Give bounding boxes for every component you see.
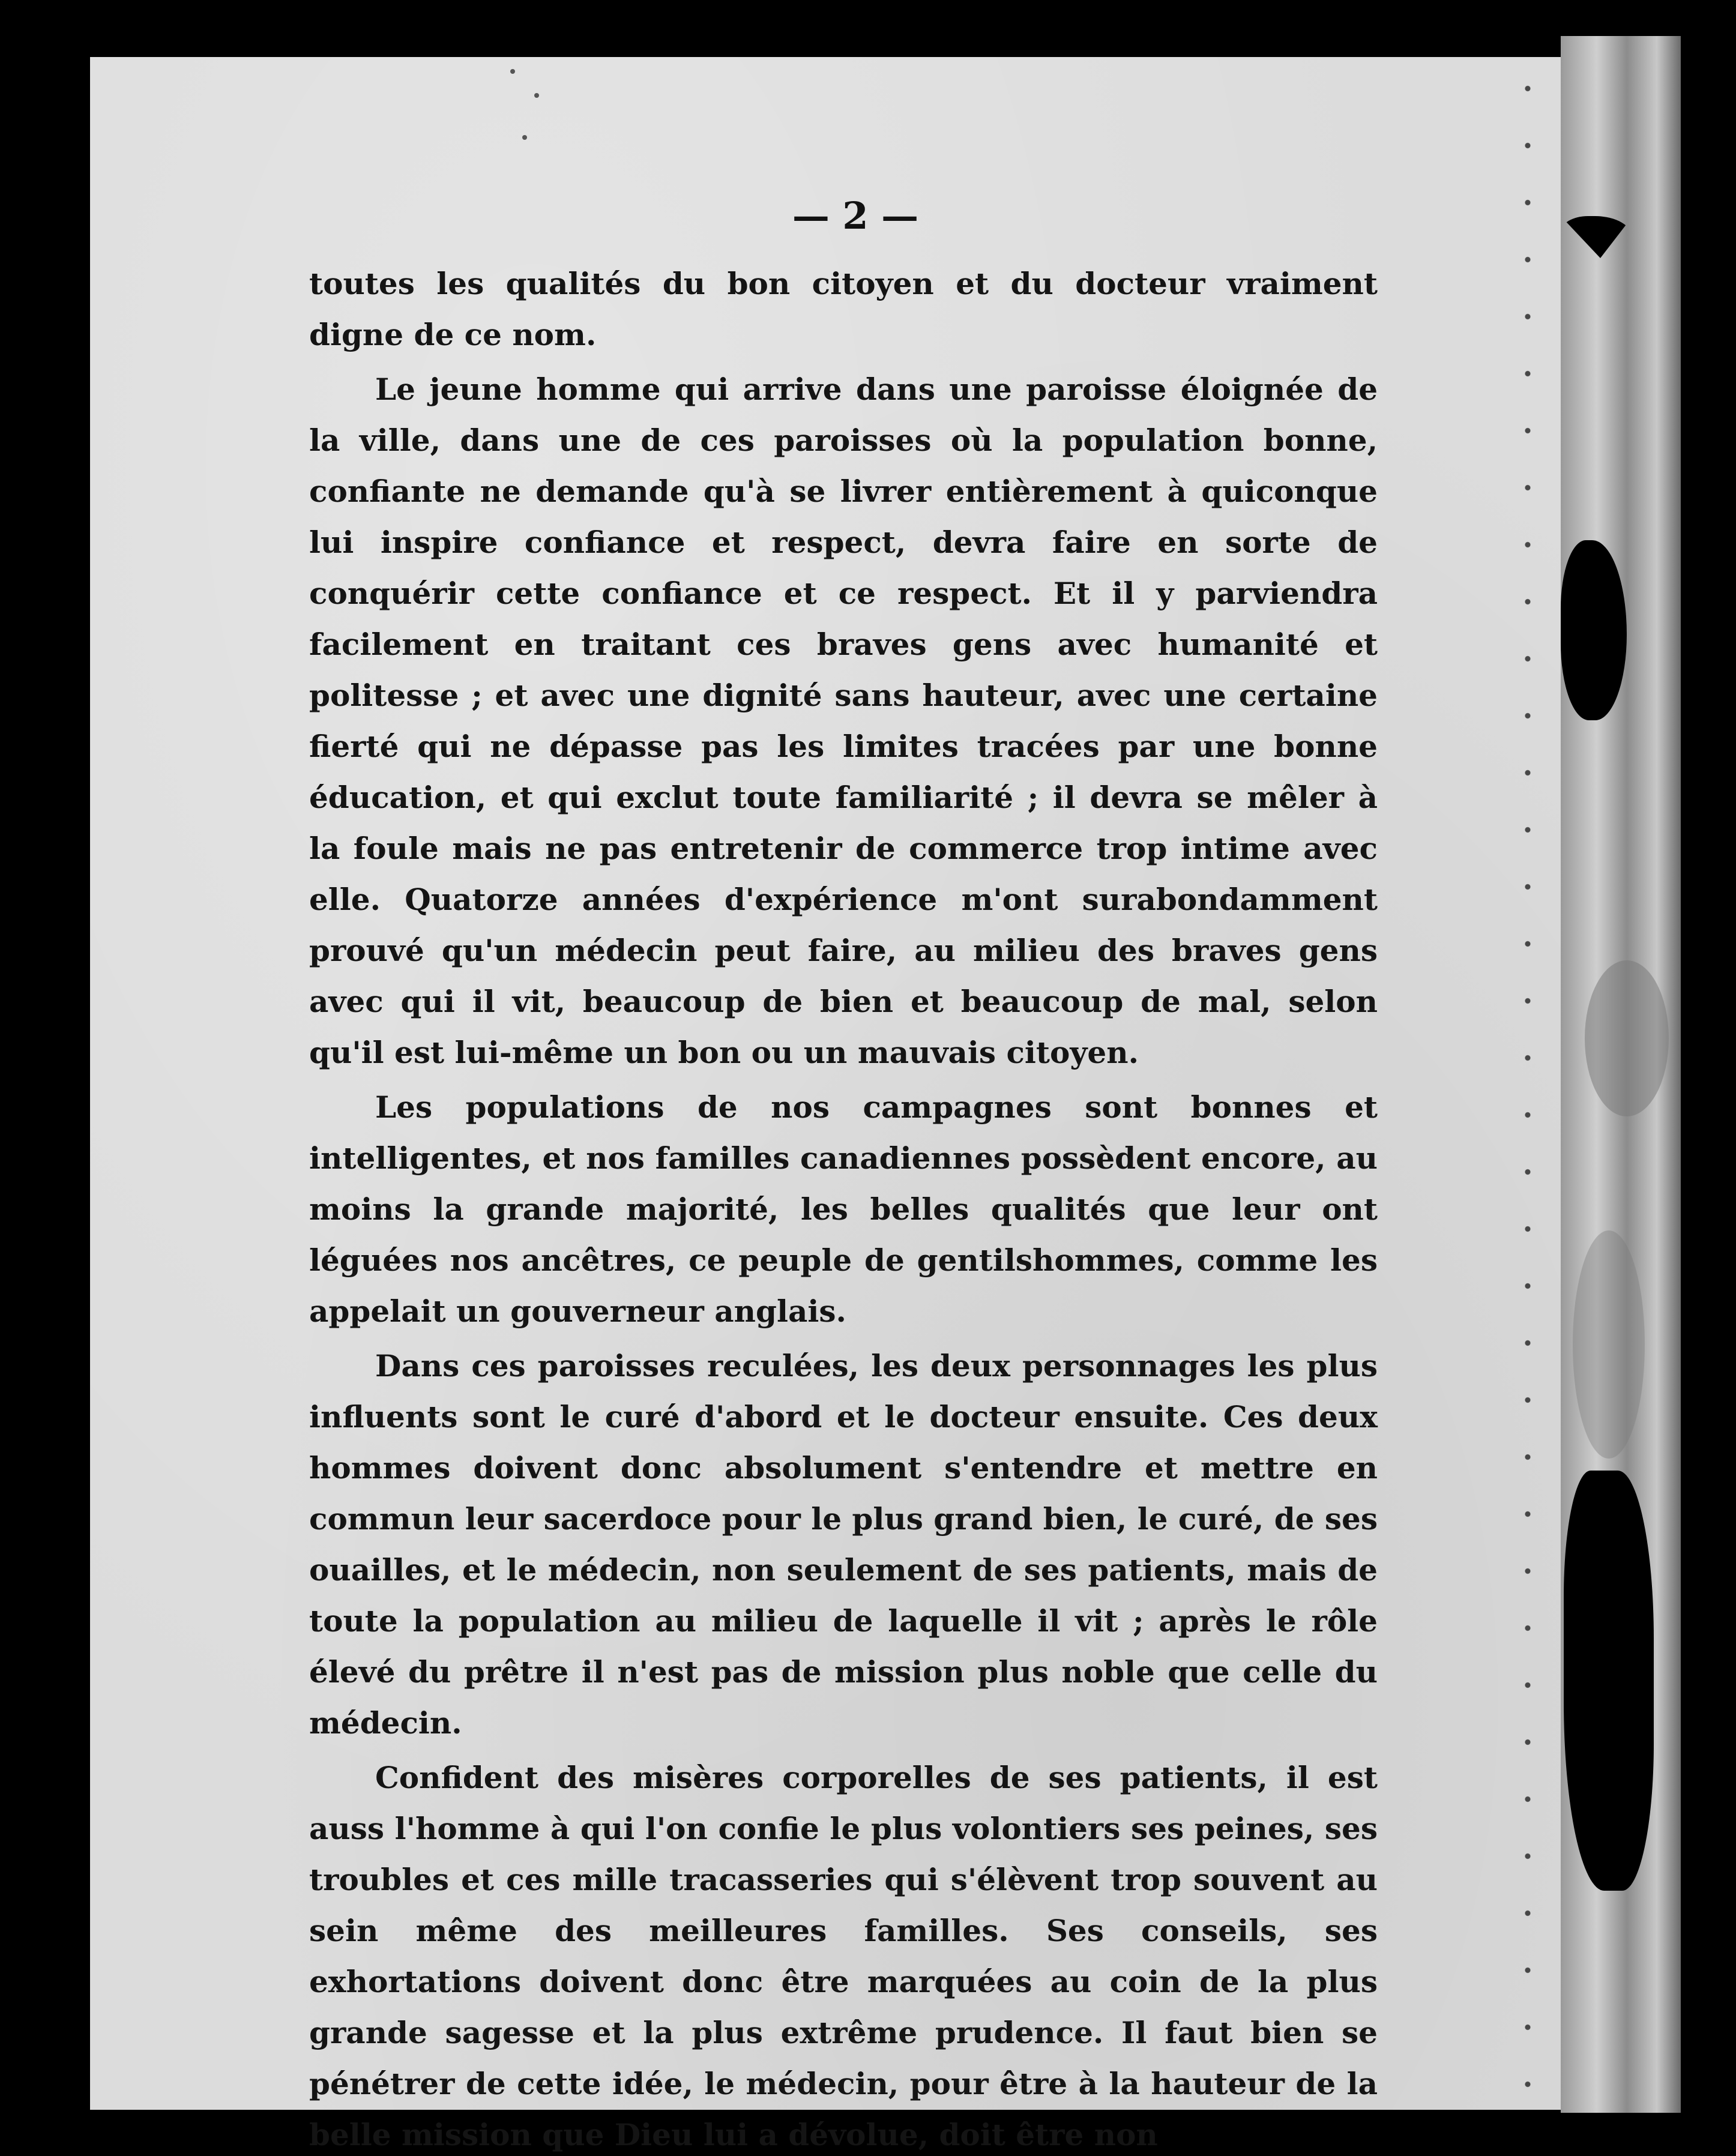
bleed-through-smudge [1573, 1230, 1645, 1459]
body-text [309, 258, 1378, 2156]
binding-holes [1519, 60, 1537, 2101]
page-number: — 2 — [792, 194, 919, 238]
paragraph: toutes les qualités du bon citoyen et du docteur vraiment digne de ce nom. [309, 266, 1378, 352]
ink-blot [1564, 1471, 1654, 1891]
paper-speck [534, 93, 539, 98]
paper-speck [522, 135, 527, 140]
paragraph: Dans ces paroisses reculées, les deux personnages les plus influents sont le curé d'abord et le docteur ensuite. Ces deux hommes doivent donc absolument s'entendre et mettre en commun leur sacerdoce pour le plus grand bien, le curé, de ses ouailles, et le médecin, non seulement de ses patients, mais de toute la population au milieu de laquelle il vit ; après le rôle élevé du prêtre il n'est pas de mission plus noble que celle du médecin. [309, 1348, 1378, 1741]
paragraph: Les populations de nos campagnes sont bonnes et intelligentes, et nos familles canadiennes possèdent encore, au moins la grande majorité, les belles qualités que leur ont léguées nos ancêtres, ce peuple de gentilshommes, comme les appelait un gouverneur anglais. [309, 1089, 1378, 1329]
paper-speck [510, 69, 515, 74]
paragraph: Le jeune homme qui arrive dans une paroisse éloignée de la ville, dans une de ces paroisses où la population bonne, confiante ne demande qu'à se livrer entièrement à quiconque lui inspire confiance et respect, devra faire en sorte de conquérir cette confiance et ce respect. Et il y parviendra facilement en traitant ces braves gens avec humanité et politesse ; et avec une dignité sans hauteur, avec une certaine fierté qui ne dépasse pas les limites tracées par une bonne éducation, et qui exclut toute familiarité ; il devra se mêler à la foule mais ne pas entretenir de commerce trop intime avec elle. Quatorze années d'expérience m'ont surabondamment prouvé qu'un médecin peut faire, au milieu des braves gens avec qui il vit, beaucoup de bien et beaucoup de mal, selon qu'il est lui-même un bon ou un mauvais citoyen. [309, 372, 1378, 1070]
paragraph: Confident des misères corporelles de ses patients, il est auss l'homme à qui l'on confie le plus volontiers ses peines, ses troubles et ces mille tracasseries qui s'élèvent trop souvent au sein même des meilleures familles. Ses conseils, ses exhortations doivent donc être marquées au coin de la plus grande sagesse et la plus extrême prudence. Il faut bien se pénétrer de cette idée, le médecin, pour être à la hauteur de la belle mission que Dieu lui a dévolue, doit être non [309, 1760, 1378, 2152]
bleed-through-smudge [1585, 960, 1669, 1116]
